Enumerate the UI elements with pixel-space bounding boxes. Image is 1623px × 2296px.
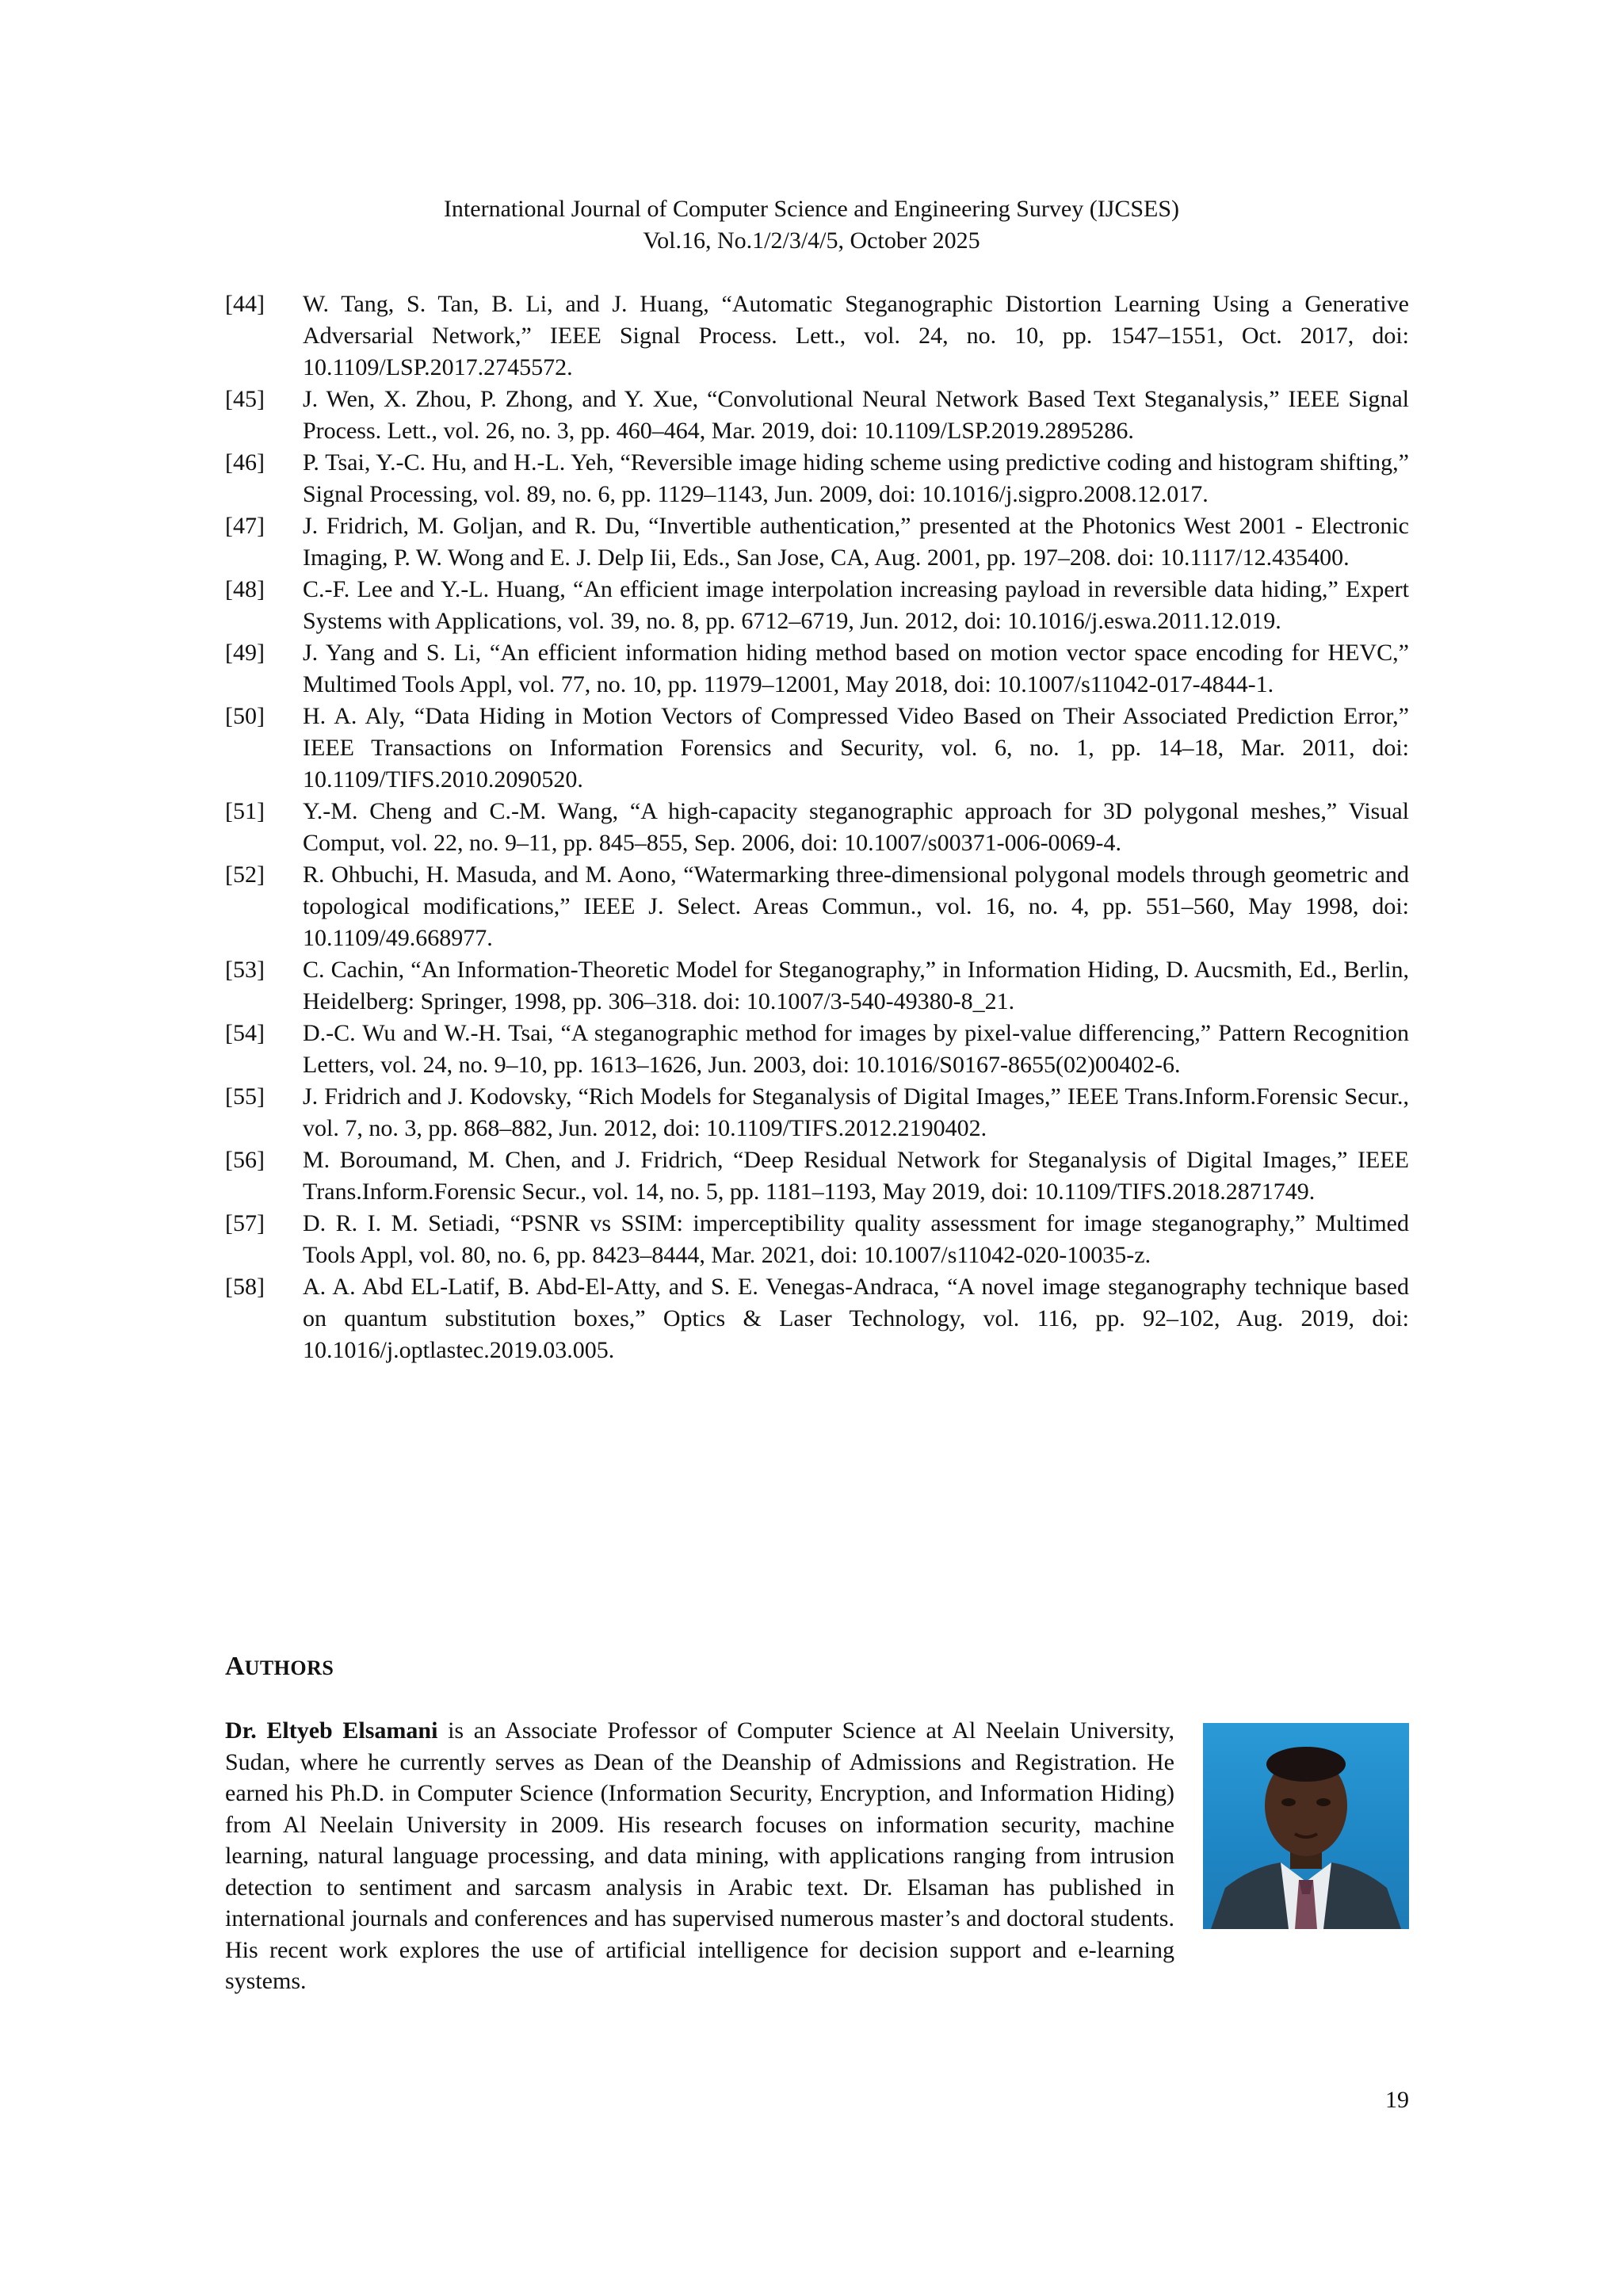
reference-text: Y.-M. Cheng and C.-M. Wang, “A high-capacity steganographic approach for 3D polygonal meshes,” Visual Comput, vol. 22, no. 9–11, pp. 845–855, Sep. 2006, doi: 10.1007/s00371-006-0069-4. <box>303 798 1409 856</box>
reference-text: D.-C. Wu and W.-H. Tsai, “A steganographic method for images by pixel-value differencing,” Pattern Recognition Letters, vol. 24, no. 9–10, pp. 1613–1626, Jun. 2003, doi: 10.1016/S0167-8655(02)00402-6. <box>303 1020 1409 1078</box>
reference-number: [53] <box>225 957 265 983</box>
authors-heading <box>225 1648 334 1686</box>
reference-item <box>225 510 1409 574</box>
journal-title: International Journal of Computer Science and Engineering Survey (IJCSES) <box>443 196 1180 222</box>
author-portrait <box>1203 1723 1409 1929</box>
reference-item <box>225 574 1409 637</box>
running-header <box>0 193 1623 257</box>
reference-item <box>225 1081 1409 1144</box>
reference-number: [51] <box>225 798 265 824</box>
author-photo <box>1203 1723 1409 1929</box>
reference-number: [45] <box>225 386 265 412</box>
author-bio-text: is an Associate Professor of Computer Science at Al Neelain University, Sudan, where he currently serves as Dean of the Deanship of Admissions and Registration. He earned his Ph.D. in Computer Science (Information Security, Encryption, and Information Hiding) from Al Neelain University in 2009. His research focuses on information security, machine learning, natural language processing, and data mining, with applications ranging from intrusion detection to sentiment and sarcasm analysis in Arabic text. Dr. Elsaman has published in international journals and conferences and has supervised numerous master’s and doctoral students. His recent work explores the use of artificial intelligence for decision support and e-learning systems. <box>225 1717 1175 1994</box>
reference-text: R. Ohbuchi, H. Masuda, and M. Aono, “Watermarking three-dimensional polygonal models through geometric and topological modifications,” IEEE J. Select. Areas Commun., vol. 16, no. 4, pp. 551–560, May 1998, doi: 10.1109/49.668977. <box>303 861 1409 951</box>
reference-number: [57] <box>225 1210 265 1236</box>
reference-text: C. Cachin, “An Information-Theoretic Model for Steganography,” in Information Hiding, D. Aucsmith, Ed., Berlin, Heidelberg: Springer, 1998, pp. 306–318. doi: 10.1007/3-540-49380-8_21. <box>303 957 1409 1014</box>
reference-text: M. Boroumand, M. Chen, and J. Fridrich, “Deep Residual Network for Steganalysis of Digital Images,” IEEE Trans.Inform.Forensic Secur., vol. 14, no. 5, pp. 1181–1193, May 2019, doi: 10.1109/TIFS.2018.2871749. <box>303 1147 1409 1205</box>
author-name: Dr. Eltyeb Elsamani <box>225 1717 438 1744</box>
reference-text: W. Tang, S. Tan, B. Li, and J. Huang, “Automatic Steganographic Distortion Learning Using a Generative Adversarial Network,” IEEE Signal Process. Lett., vol. 24, no. 10, pp. 1547–1551, Oct. 2017, doi: 10.1109/LSP.2017.2745572. <box>303 291 1409 380</box>
reference-number: [44] <box>225 291 265 317</box>
authors-heading-initial: A <box>225 1652 245 1681</box>
reference-item <box>225 1271 1409 1366</box>
reference-text: D. R. I. M. Setiadi, “PSNR vs SSIM: imperceptibility quality assessment for image steganography,” Multimed Tools Appl, vol. 80, no. 6, pp. 8423–8444, Mar. 2021, doi: 10.1007/s11042-020-10035-z. <box>303 1210 1409 1268</box>
authors-heading-rest: UTHORS <box>244 1656 334 1679</box>
reference-item <box>225 796 1409 859</box>
reference-item <box>225 447 1409 510</box>
reference-number: [48] <box>225 576 265 602</box>
reference-text: J. Yang and S. Li, “An efficient information hiding method based on motion vector space encoding for HEVC,” Multimed Tools Appl, vol. 77, no. 10, pp. 11979–12001, May 2018, doi: 10.1007/s11042-017-4844-1. <box>303 640 1409 697</box>
reference-item <box>225 637 1409 701</box>
reference-number: [52] <box>225 861 265 888</box>
reference-number: [47] <box>225 513 265 539</box>
reference-text: C.-F. Lee and Y.-L. Huang, “An efficient image interpolation increasing payload in reversible data hiding,” Expert Systems with Applications, vol. 39, no. 8, pp. 6712–6719, Jun. 2012, doi: 10.1016/j.eswa.2011.12.019. <box>303 576 1409 634</box>
reference-item <box>225 1018 1409 1081</box>
reference-number: [46] <box>225 449 265 476</box>
reference-item <box>225 1208 1409 1271</box>
author-biography <box>225 1715 1409 1997</box>
reference-number: [50] <box>225 703 265 729</box>
reference-item <box>225 954 1409 1018</box>
reference-list <box>225 288 1409 1366</box>
reference-text: J. Fridrich, M. Goljan, and R. Du, “Invertible authentication,” presented at the Photonics West 2001 - Electronic Imaging, P. W. Wong and E. J. Delp Iii, Eds., San Jose, CA, Aug. 2001, pp. 197–208. doi: 10.1117/12.435400. <box>303 513 1409 571</box>
reference-item <box>225 1144 1409 1208</box>
reference-text: J. Fridrich and J. Kodovsky, “Rich Models for Steganalysis of Digital Images,” IEEE Trans.Inform.Forensic Secur., vol. 7, no. 3, pp. 868–882, Jun. 2012, doi: 10.1109/TIFS.2012.2190402. <box>303 1083 1409 1141</box>
reference-text: H. A. Aly, “Data Hiding in Motion Vectors of Compressed Video Based on Their Associated Prediction Error,” IEEE Transactions on Information Forensics and Security, vol. 6, no. 1, pp. 14–18, Mar. 2011, doi: 10.1109/TIFS.2010.2090520. <box>303 703 1409 793</box>
reference-text: A. A. Abd EL-Latif, B. Abd-El-Atty, and S. E. Venegas-Andraca, “A novel image steganography technique based on quantum substitution boxes,” Optics & Laser Technology, vol. 116, pp. 92–102, Aug. 2019, doi: 10.1016/j.optlastec.2019.03.005. <box>303 1274 1409 1363</box>
reference-number: [49] <box>225 640 265 666</box>
reference-item <box>225 288 1409 384</box>
reference-text: P. Tsai, Y.-C. Hu, and H.-L. Yeh, “Reversible image hiding scheme using predictive coding and histogram shifting,” Signal Processing, vol. 89, no. 6, pp. 1129–1143, Jun. 2009, doi: 10.1016/j.sigpro.2008.12.017. <box>303 449 1409 507</box>
reference-number: [58] <box>225 1274 265 1300</box>
journal-issue: Vol.16, No.1/2/3/4/5, October 2025 <box>643 227 980 254</box>
reference-item <box>225 859 1409 954</box>
reference-number: [54] <box>225 1020 265 1046</box>
reference-item <box>225 701 1409 796</box>
reference-number: [55] <box>225 1083 265 1110</box>
reference-number: [56] <box>225 1147 265 1173</box>
page-number: 19 <box>1385 2087 1409 2113</box>
reference-item <box>225 384 1409 447</box>
reference-text: J. Wen, X. Zhou, P. Zhong, and Y. Xue, “Convolutional Neural Network Based Text Steganalysis,” IEEE Signal Process. Lett., vol. 26, no. 3, pp. 460–464, Mar. 2019, doi: 10.1109/LSP.2019.2895286. <box>303 386 1409 444</box>
